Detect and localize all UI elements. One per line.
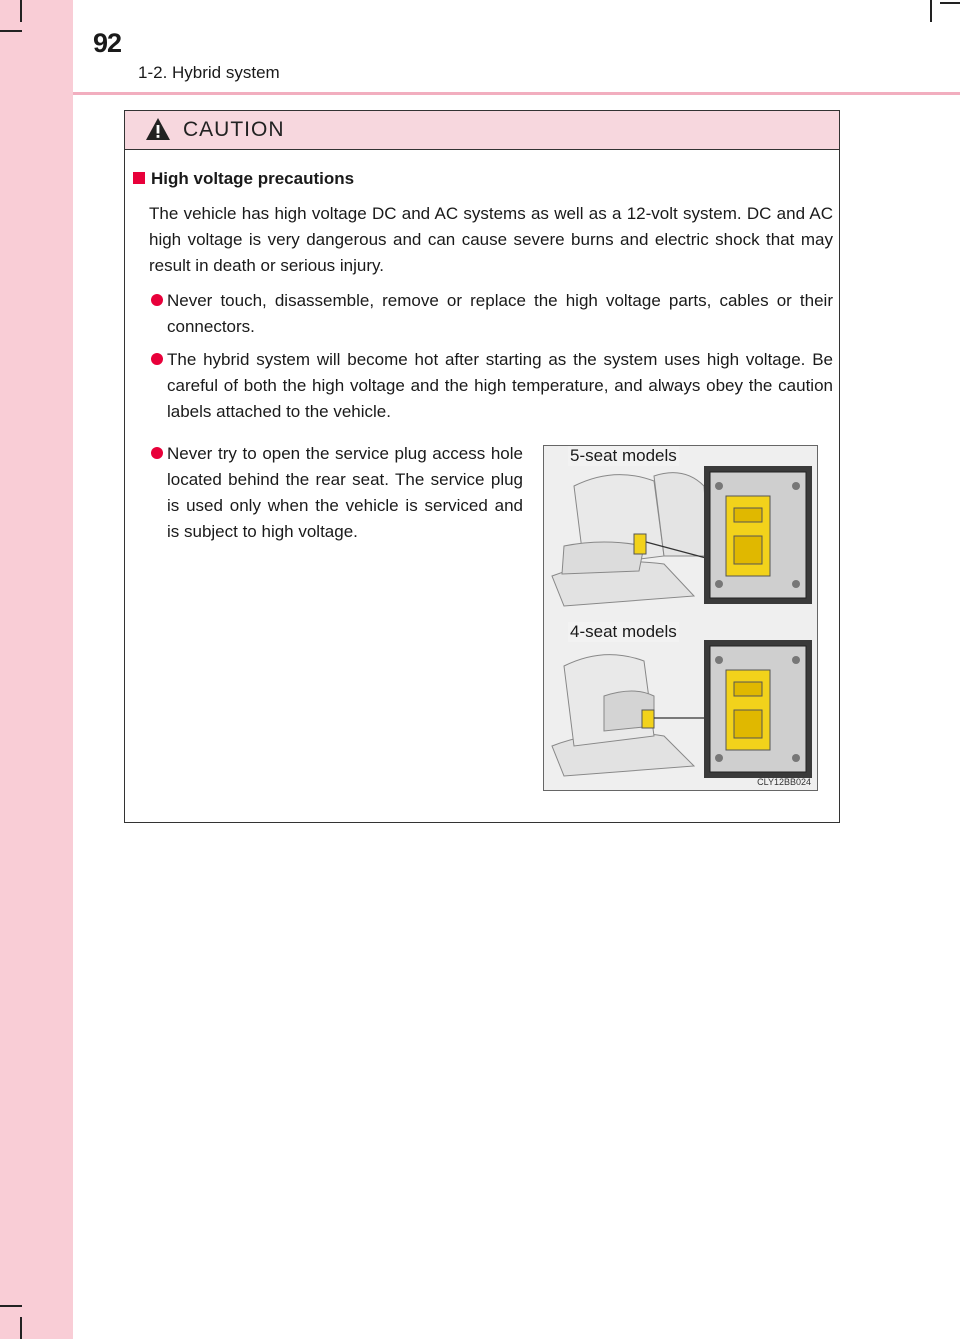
square-bullet-icon [133, 172, 145, 184]
caution-header [125, 111, 839, 150]
page-number: 92 [93, 28, 122, 58]
page-header [0, 0, 960, 96]
service-plug-illustration [543, 445, 818, 791]
bullet-dot-icon [151, 294, 163, 306]
header-divider [73, 92, 960, 95]
crop-mark [20, 1317, 22, 1339]
caution-label: CAUTION [183, 118, 285, 141]
subheading [133, 169, 354, 189]
four-seat-label: 4-seat models [570, 622, 677, 641]
five-seat-label: 5-seat models [570, 446, 677, 465]
bullet-item [151, 347, 833, 425]
intro-paragraph: The vehicle has high voltage DC and AC systems as well as a 12-volt system. DC and AC high voltage is very dangerous and can cause severe burns and electric shock that may result in death or serious injury. [149, 204, 833, 275]
subheading-text: High voltage precautions [151, 169, 355, 188]
bullet-text: The hybrid system will become hot after starting as the system uses high voltage. Be careful of both the high voltage and the high temperature, and always obey the caution labels attached to the vehicle. [167, 350, 833, 421]
side-tab [0, 0, 73, 1339]
illustration-code: CLY12BB024 [757, 777, 811, 787]
bullet-dot-icon [151, 447, 163, 459]
bullet-text: Never try to open the service plug access hole located behind the rear seat. The service plug is used only when the vehicle is serviced and is subject to high voltage. [167, 444, 523, 541]
warning-icon [145, 117, 171, 141]
seat-drawing [544, 446, 818, 791]
bullet-dot-icon [151, 353, 163, 365]
caution-box [124, 110, 840, 823]
crop-mark [0, 1305, 22, 1307]
section-title: 1-2. Hybrid system [138, 63, 280, 82]
bullet-text: Never touch, disassemble, remove or replace the high voltage parts, cables or their connectors. [167, 291, 833, 336]
bullet-item [151, 441, 523, 545]
bullet-item [151, 288, 833, 340]
